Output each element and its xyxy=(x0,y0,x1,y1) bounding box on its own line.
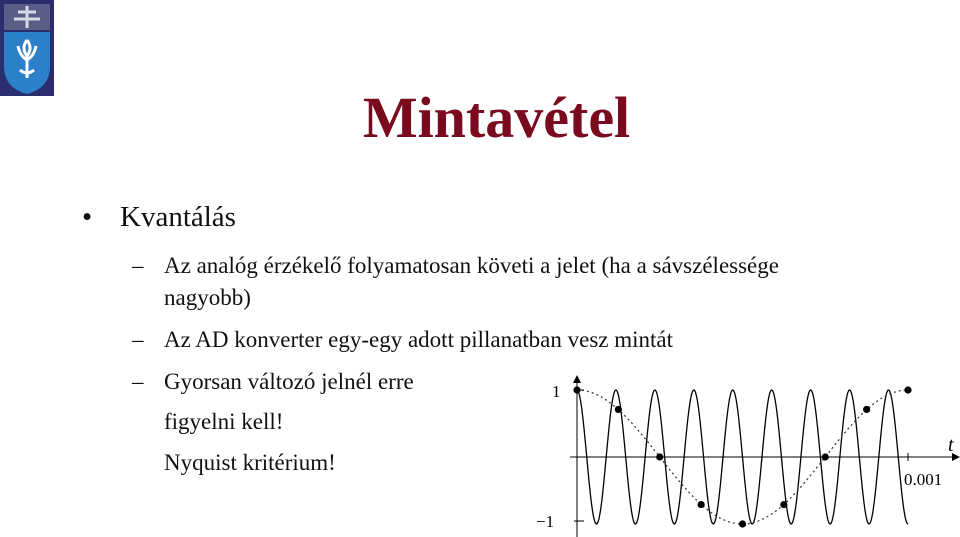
bullet-text: Kvantálás xyxy=(120,201,236,233)
subitem-3-line-1: Gyorsan változó jelnél erre xyxy=(164,369,414,394)
sampling-chart xyxy=(530,375,960,537)
sample-point xyxy=(573,386,580,393)
sample-point xyxy=(822,453,829,460)
subitem-1-line-2: nagyobb) xyxy=(164,285,251,310)
sample-point xyxy=(863,406,870,413)
subitem-3-line-2: figyelni kell! xyxy=(164,409,284,434)
sample-point xyxy=(656,453,663,460)
bullet-dot-icon: • xyxy=(82,201,93,233)
sample-point xyxy=(698,501,705,508)
university-logo xyxy=(0,0,54,96)
subitem-1-line-1: Az analóg érzékelő folyamatosan követi a jelet (ha a sávszélessége xyxy=(164,253,779,278)
x-tick-label: 0.001 xyxy=(904,470,943,489)
bullet-item xyxy=(82,201,236,234)
dash-icon: – xyxy=(132,327,144,352)
x-axis-label: t xyxy=(948,434,954,456)
y-axis-arrow-icon xyxy=(573,375,581,383)
sample-point xyxy=(739,520,746,527)
subitem-2: Az AD konverter egy-egy adott pillanatban vesz mintát xyxy=(164,327,674,352)
dash-icon: – xyxy=(132,369,144,394)
y-tick-label-bottom: −1 xyxy=(536,512,555,531)
subitem-3-line-3: Nyquist kritérium! xyxy=(164,450,336,475)
y-tick-label-top: 1 xyxy=(552,382,561,401)
sample-point xyxy=(904,386,911,393)
sample-point xyxy=(615,406,622,413)
sample-point xyxy=(780,501,787,508)
slide-title: Mintavétel xyxy=(362,85,631,150)
dash-icon: – xyxy=(132,253,144,278)
